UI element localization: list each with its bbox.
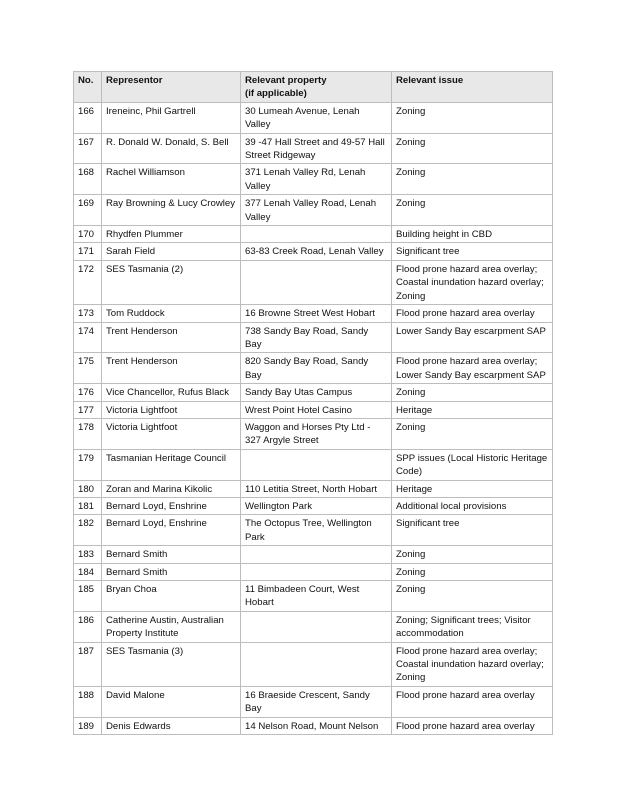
cell-issue: Zoning [392,133,553,164]
table-row [74,305,553,322]
cell-issue: Zoning [392,384,553,401]
representations-table [73,71,553,735]
cell-property: 14 Nelson Road, Mount Nelson [241,717,392,734]
cell-issue: Zoning; Significant trees; Visitor accommodation [392,611,553,642]
table-row [74,497,553,514]
cell-no: 173 [74,305,102,322]
cell-no: 186 [74,611,102,642]
cell-issue: Zoning [392,581,553,612]
cell-property [241,611,392,642]
table-row [74,195,553,226]
table-row [74,581,553,612]
cell-issue: Zoning [392,418,553,449]
header-property-line1: Relevant property [245,75,327,86]
cell-representor: Trent Henderson [102,353,241,384]
cell-issue: Flood prone hazard area overlay; Lower Sandy Bay escarpment SAP [392,353,553,384]
header-representor: Representor [102,72,241,103]
cell-issue: Heritage [392,401,553,418]
cell-property: 738 Sandy Bay Road, Sandy Bay [241,322,392,353]
cell-issue: Zoning [392,546,553,563]
cell-no: 168 [74,164,102,195]
cell-property: 377 Lenah Valley Road, Lenah Valley [241,195,392,226]
table-row [74,226,553,243]
cell-no: 171 [74,243,102,260]
cell-representor: Bernard Smith [102,563,241,580]
cell-property: Wellington Park [241,497,392,514]
cell-representor: Victoria Lightfoot [102,418,241,449]
cell-property [241,226,392,243]
cell-issue: Significant tree [392,243,553,260]
table-row [74,260,553,304]
cell-issue: Flood prone hazard area overlay [392,717,553,734]
cell-representor: Bernard Smith [102,546,241,563]
header-relevant-property [241,72,392,103]
table-row [74,686,553,717]
cell-property: 371 Lenah Valley Rd, Lenah Valley [241,164,392,195]
cell-property [241,563,392,580]
cell-issue: Flood prone hazard area overlay; Coastal inundation hazard overlay; Zoning [392,260,553,304]
cell-representor: Victoria Lightfoot [102,401,241,418]
cell-representor: SES Tasmania (3) [102,642,241,686]
cell-issue: Zoning [392,195,553,226]
cell-property: 16 Browne Street West Hobart [241,305,392,322]
table-row [74,480,553,497]
cell-representor: Vice Chancellor, Rufus Black [102,384,241,401]
table-row [74,133,553,164]
cell-representor: Bernard Loyd, Enshrine [102,497,241,514]
cell-issue: Flood prone hazard area overlay; Coastal inundation hazard overlay; Zoning [392,642,553,686]
cell-property [241,449,392,480]
cell-representor: Rhydfen Plummer [102,226,241,243]
cell-no: 169 [74,195,102,226]
cell-representor: Ray Browning & Lucy Crowley [102,195,241,226]
cell-issue: Zoning [392,563,553,580]
cell-representor: Rachel Williamson [102,164,241,195]
table-row [74,449,553,480]
cell-issue: Flood prone hazard area overlay [392,305,553,322]
cell-no: 185 [74,581,102,612]
table-row [74,515,553,546]
cell-no: 170 [74,226,102,243]
cell-issue: SPP issues (Local Historic Heritage Code) [392,449,553,480]
cell-issue: Flood prone hazard area overlay [392,686,553,717]
table-row [74,401,553,418]
cell-no: 172 [74,260,102,304]
cell-representor: Ireneinc, Phil Gartrell [102,102,241,133]
cell-representor: R. Donald W. Donald, S. Bell [102,133,241,164]
table-header [74,72,553,103]
cell-representor: Tasmanian Heritage Council [102,449,241,480]
cell-representor: SES Tasmania (2) [102,260,241,304]
cell-no: 187 [74,642,102,686]
cell-no: 178 [74,418,102,449]
table-row [74,322,553,353]
table-row [74,164,553,195]
cell-no: 167 [74,133,102,164]
cell-representor: Tom Ruddock [102,305,241,322]
cell-property: Waggon and Horses Pty Ltd - 327 Argyle Street [241,418,392,449]
cell-representor: Zoran and Marina Kikolic [102,480,241,497]
header-no: No. [74,72,102,103]
cell-property [241,642,392,686]
cell-property: Wrest Point Hotel Casino [241,401,392,418]
cell-issue: Zoning [392,164,553,195]
table-row [74,243,553,260]
cell-representor: Sarah Field [102,243,241,260]
cell-issue: Lower Sandy Bay escarpment SAP [392,322,553,353]
table-row [74,642,553,686]
header-relevant-issue: Relevant issue [392,72,553,103]
table-row [74,102,553,133]
cell-representor: Bryan Choa [102,581,241,612]
cell-representor: Bernard Loyd, Enshrine [102,515,241,546]
cell-property: 30 Lumeah Avenue, Lenah Valley [241,102,392,133]
table-row [74,563,553,580]
cell-issue: Additional local provisions [392,497,553,514]
cell-no: 184 [74,563,102,580]
table-row [74,611,553,642]
cell-no: 166 [74,102,102,133]
table-row [74,546,553,563]
table-row [74,418,553,449]
header-row [74,72,553,103]
cell-no: 180 [74,480,102,497]
cell-property: 11 Bimbadeen Court, West Hobart [241,581,392,612]
cell-no: 188 [74,686,102,717]
cell-no: 175 [74,353,102,384]
cell-issue: Heritage [392,480,553,497]
table-row [74,384,553,401]
cell-representor: Denis Edwards [102,717,241,734]
cell-no: 174 [74,322,102,353]
table-body [74,102,553,734]
header-property-line2: (if applicable) [245,88,307,100]
cell-no: 183 [74,546,102,563]
cell-representor: Trent Henderson [102,322,241,353]
representations-sheet [73,71,552,735]
cell-property: 16 Braeside Crescent, Sandy Bay [241,686,392,717]
table-row [74,717,553,734]
cell-property: 110 Letitia Street, North Hobart [241,480,392,497]
cell-property [241,546,392,563]
cell-no: 189 [74,717,102,734]
cell-no: 181 [74,497,102,514]
table-row [74,353,553,384]
cell-property: 63-83 Creek Road, Lenah Valley [241,243,392,260]
cell-property [241,260,392,304]
cell-no: 177 [74,401,102,418]
cell-property: 820 Sandy Bay Road, Sandy Bay [241,353,392,384]
cell-representor: Catherine Austin, Australian Property Institute [102,611,241,642]
cell-issue: Building height in CBD [392,226,553,243]
cell-property: Sandy Bay Utas Campus [241,384,392,401]
cell-no: 179 [74,449,102,480]
cell-no: 176 [74,384,102,401]
cell-issue: Significant tree [392,515,553,546]
cell-property: The Octopus Tree, Wellington Park [241,515,392,546]
cell-issue: Zoning [392,102,553,133]
cell-property: 39 -47 Hall Street and 49-57 Hall Street Ridgeway [241,133,392,164]
cell-no: 182 [74,515,102,546]
cell-representor: David Malone [102,686,241,717]
